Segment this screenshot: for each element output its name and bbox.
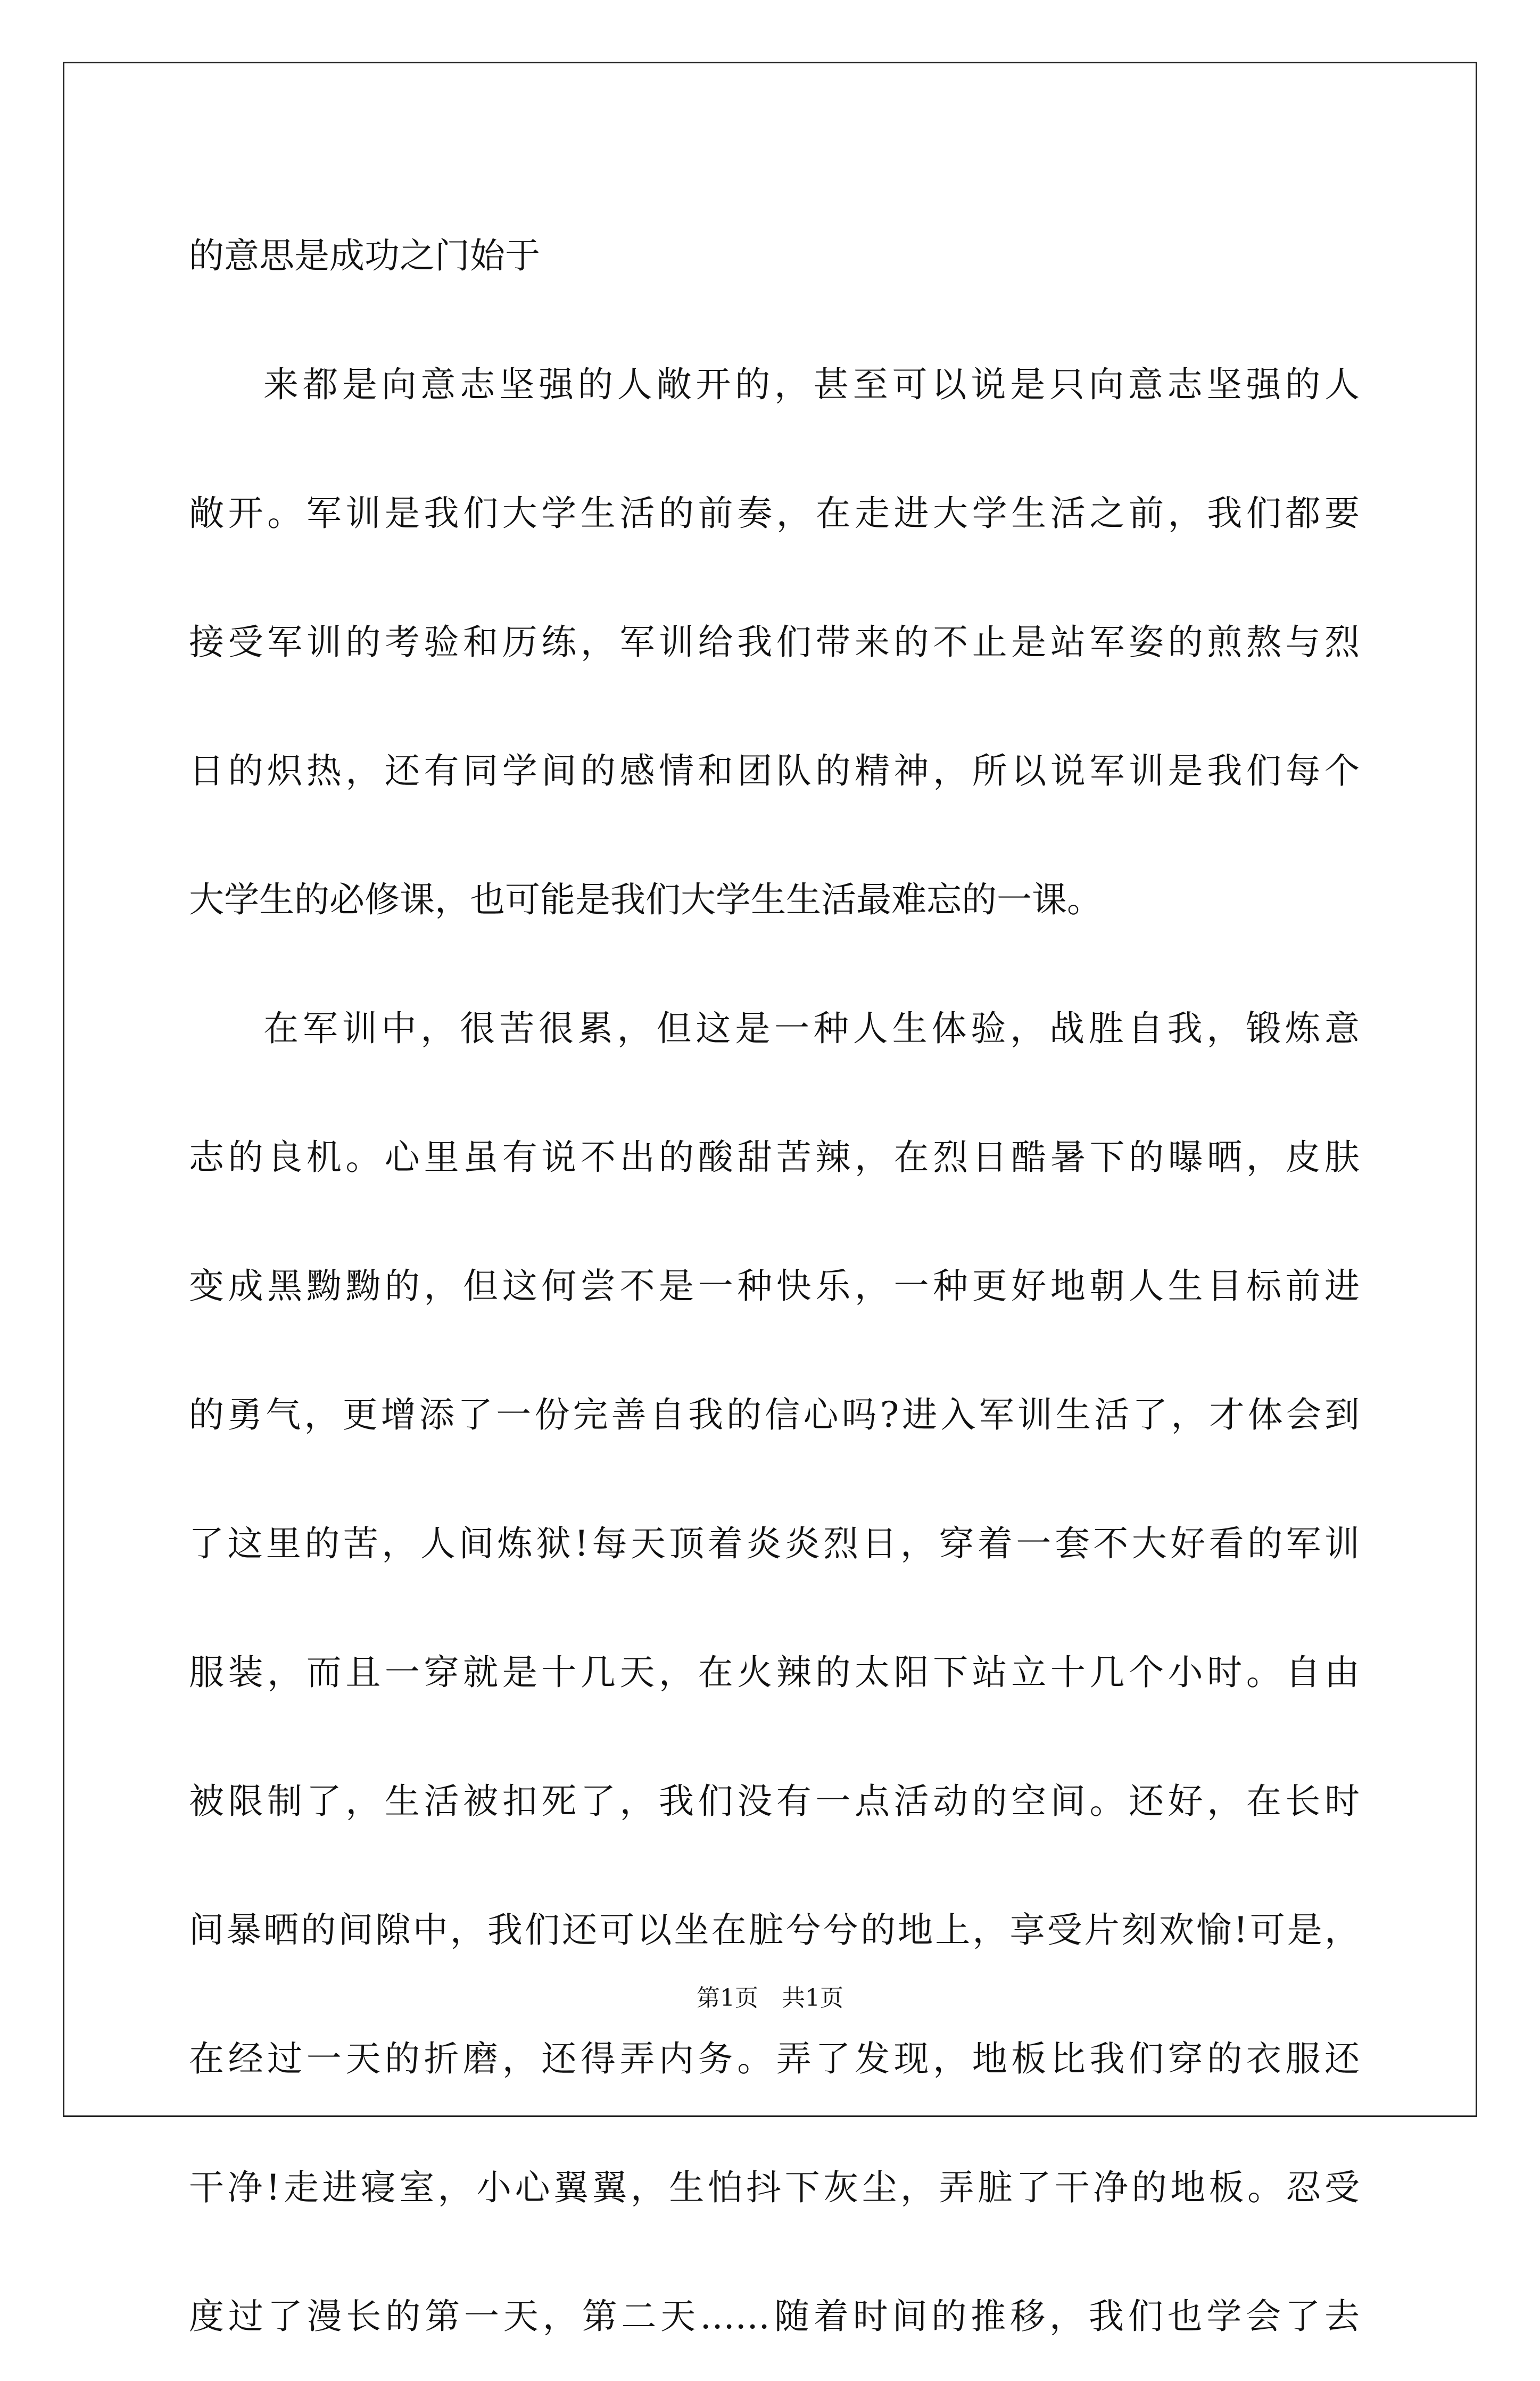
text-line: 服装，而且一穿就是十几天，在火辣的太阳下站立十几个小时。自由 (189, 1652, 1360, 1693)
paragraph-end-line: 大学生的必修课，也可能是我们大学生生活最难忘的一课。 (189, 879, 1102, 920)
text-line: 敞开。军训是我们大学生活的前奏，在走进大学生活之前，我们都要 (189, 493, 1360, 534)
text-line: 干净!走进寝室，小心翼翼，生怕抖下灰尘，弄脏了干净的地板。忍受 (189, 2167, 1360, 2208)
text-line: 变成黑黝黝的，但这何尝不是一种快乐，一种更好地朝人生目标前进 (189, 1266, 1360, 1307)
text-line: 日的炽热，还有同学间的感情和团队的精神，所以说军训是我们每个 (189, 750, 1360, 791)
document-body (189, 192, 1360, 2381)
text-line: 在经过一天的折磨，还得弄内务。弄了发现，地板比我们穿的衣服还 (189, 2038, 1360, 2079)
text-line: 了这里的苦，人间炼狱!每天顶着炎炎烈日，穿着一套不大好看的军训 (189, 1523, 1360, 1564)
text-line: 被限制了，生活被扣死了，我们没有一点活动的空间。还好，在长时 (189, 1781, 1360, 1822)
text-line: 的勇气，更增添了一份完善自我的信心吗?进入军训生活了，才体会到 (189, 1394, 1360, 1435)
text-line: 接受军训的考验和历练，军训给我们带来的不止是站军姿的煎熬与烈 (189, 622, 1360, 663)
text-line: 间暴晒的间隙中，我们还可以坐在脏兮兮的地上，享受片刻欢愉!可是， (189, 1909, 1360, 1950)
paragraph-start-line: 来都是向意志坚强的人敞开的，甚至可以说是只向意志坚强的人 (263, 364, 1360, 405)
paragraph-start-line: 在军训中，很苦很累，但这是一种人生体验，战胜自我，锻炼意 (263, 1008, 1360, 1049)
text-line: 的意思是成功之门始于 (189, 235, 540, 276)
page-footer: 第1页 共1页 (697, 1985, 843, 2012)
text-line: 度过了漫长的第一天，第二天……随着时间的推移，我们也学会了去 (189, 2296, 1360, 2337)
text-line: 志的良机。心里虽有说不出的酸甜苦辣，在烈日酷暑下的曝晒，皮肤 (189, 1137, 1360, 1178)
